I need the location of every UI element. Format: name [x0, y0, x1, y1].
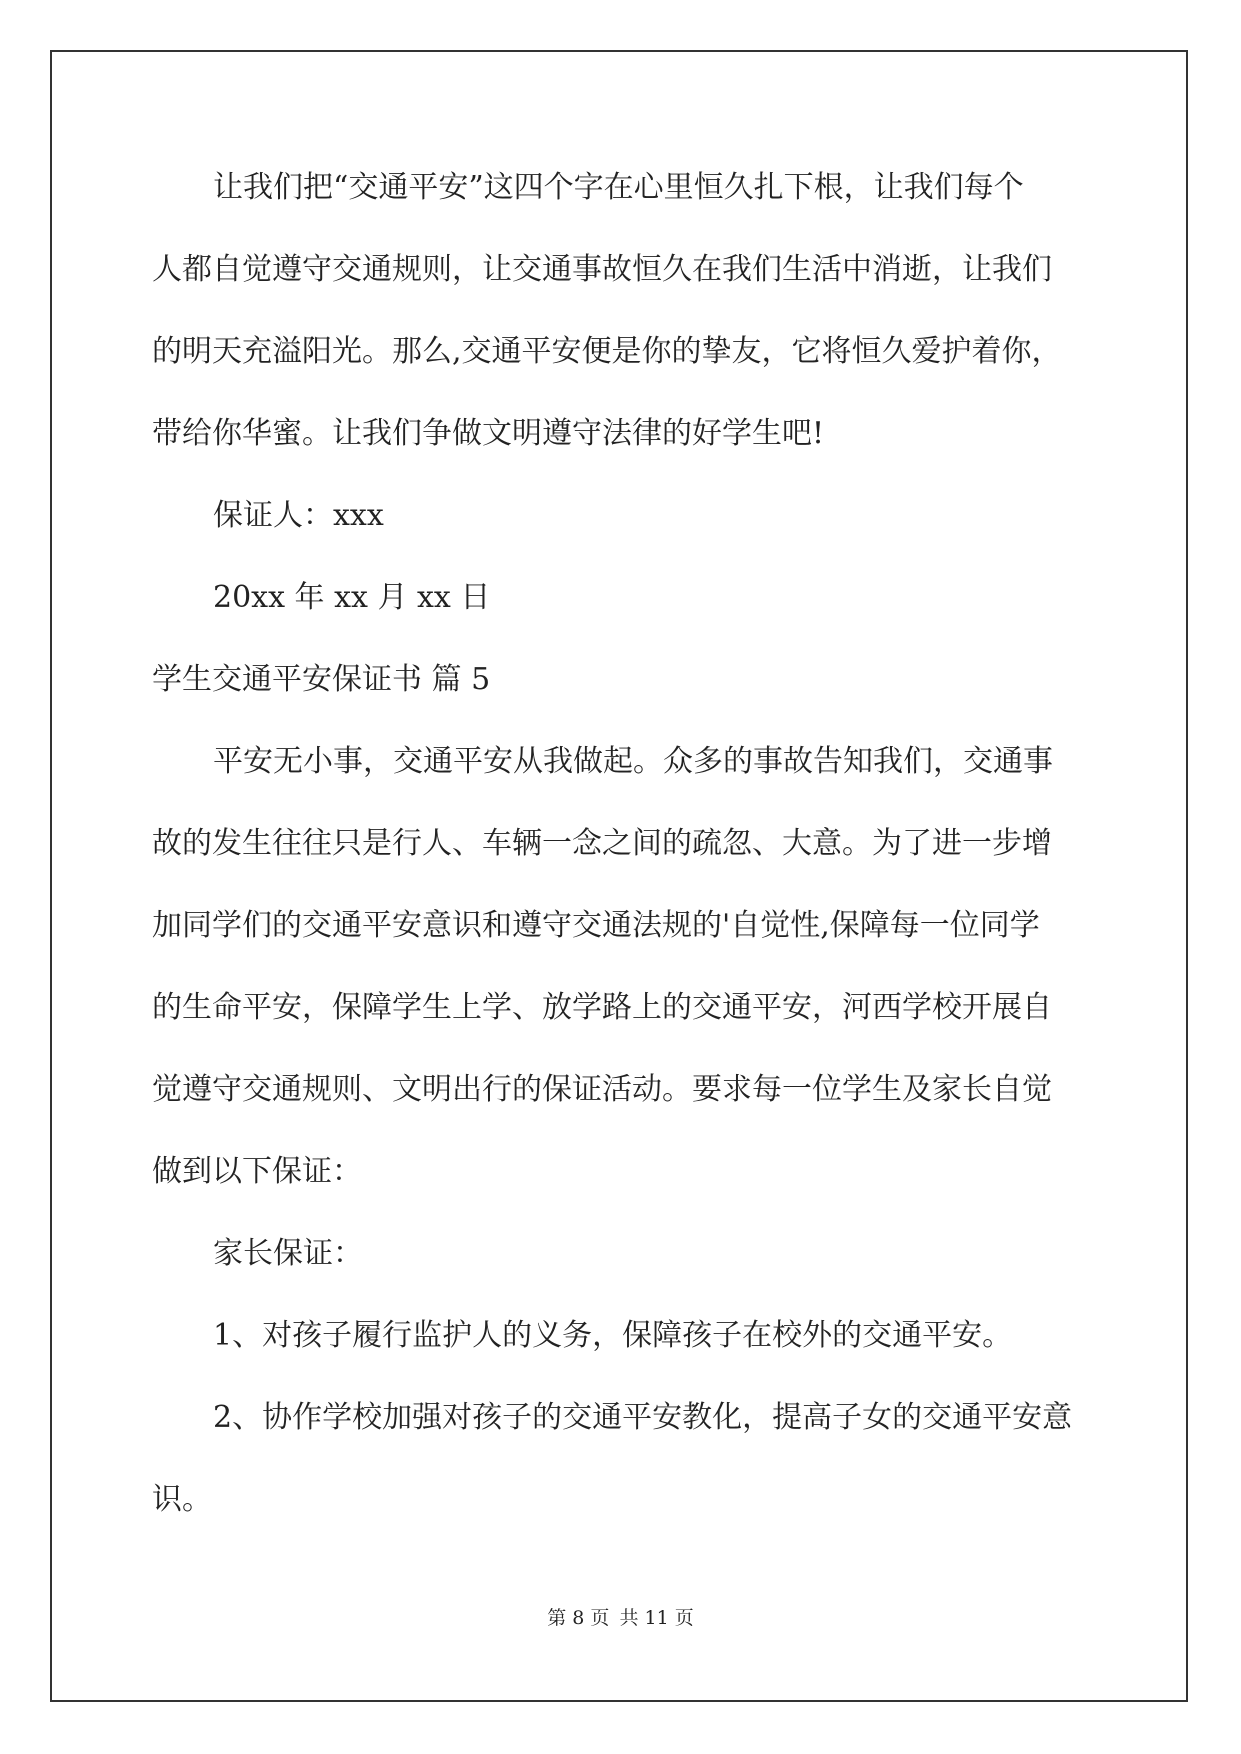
page-number: 第 8 页 [547, 1607, 610, 1629]
signatory-line: 保证人：xxx [213, 498, 384, 533]
paragraph-line: 带给你华蜜。让我们争做文明遵守法律的好学生吧! [152, 416, 825, 451]
page-total: 共 11 页 [619, 1607, 694, 1629]
paragraph-line: 让我们把“交通平安”这四个字在心里恒久扎下根，让我们每个 [213, 170, 1024, 205]
date-line: 20xx 年 xx 月 xx 日 [213, 580, 491, 615]
page-border [50, 50, 1188, 1702]
paragraph-line: 故的发生往往只是行人、车辆一念之间的疏忽、大意。为了进一步增 [152, 826, 1052, 861]
paragraph-line: 觉遵守交通规则、文明出行的保证活动。要求每一位学生及家长自觉 [152, 1072, 1052, 1107]
paragraph-line: 的生命平安，保障学生上学、放学路上的交通平安，河西学校开展自 [152, 990, 1052, 1025]
list-item-continuation: 识。 [152, 1482, 212, 1517]
list-item: 1、对孩子履行监护人的义务，保障孩子在校外的交通平安。 [213, 1318, 1013, 1353]
paragraph-line: 平安无小事，交通平安从我做起。众多的事故告知我们，交通事 [213, 744, 1053, 779]
paragraph-line: 做到以下保证： [152, 1154, 362, 1189]
paragraph-line: 人都自觉遵守交通规则，让交通事故恒久在我们生活中消逝，让我们 [152, 252, 1052, 287]
page-footer [0, 1603, 1241, 1630]
paragraph-line: 的明天充溢阳光。那么,交通平安便是你的挚友，它将恒久爱护着你， [152, 334, 1062, 369]
subheading-line: 家长保证： [213, 1236, 363, 1271]
paragraph-line: 加同学们的交通平安意识和遵守交通法规的'自觉性,保障每一位同学 [152, 908, 1040, 943]
section-heading: 学生交通平安保证书 篇 5 [152, 662, 491, 697]
list-item: 2、协作学校加强对孩子的交通平安教化，提高子女的交通平安意 [213, 1400, 1073, 1435]
